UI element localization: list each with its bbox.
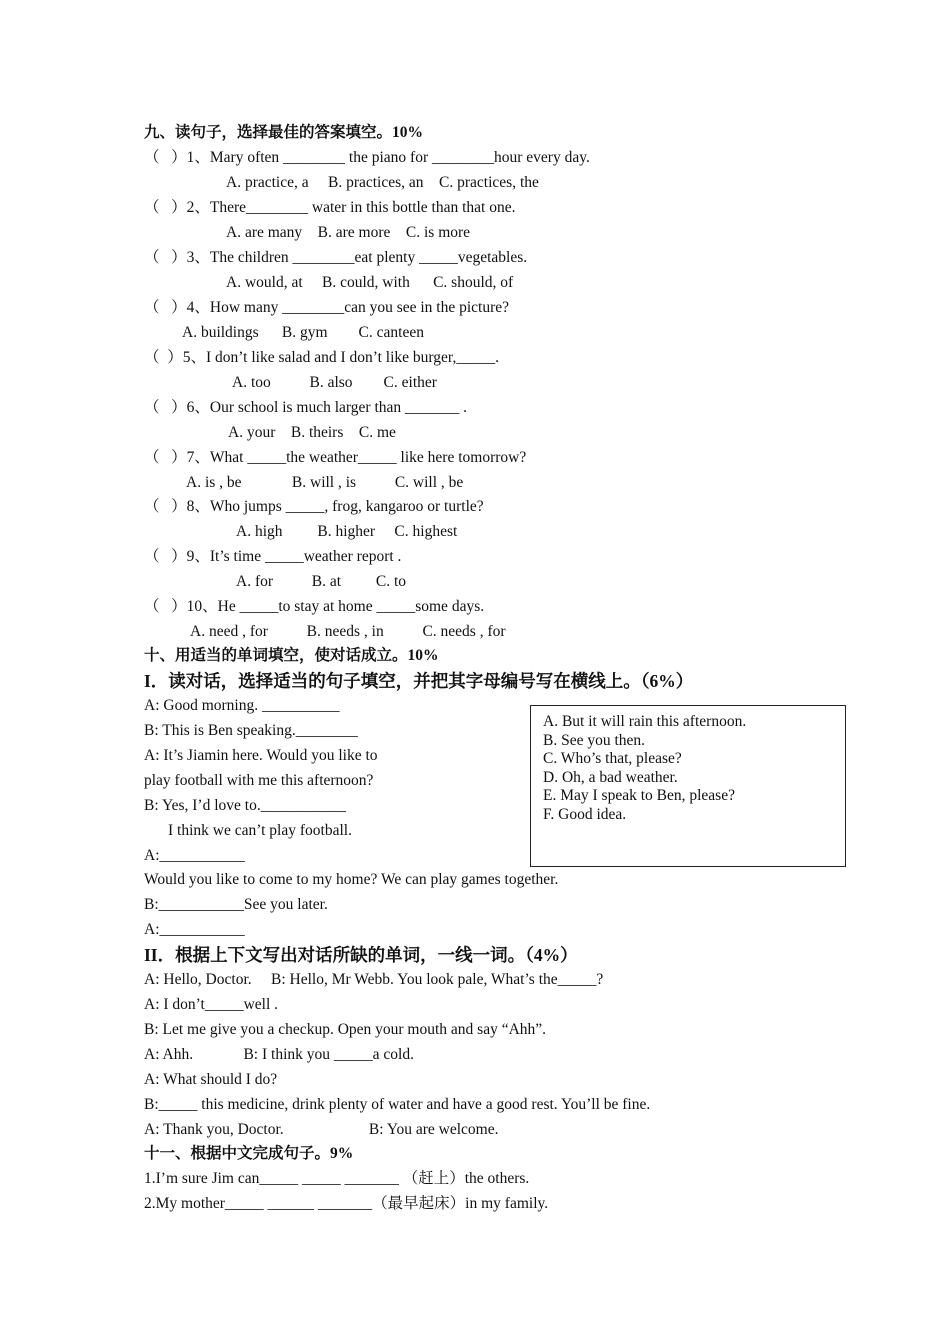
dialogue-2-line: B:_____ this medicine, drink plenty of water and have a good rest. You’ll be fine. — [144, 1096, 651, 1113]
dialogue-1-line: I think we can’t play football. — [168, 822, 352, 839]
question-5-options: A. too B. also C. either — [232, 374, 437, 391]
dialogue-1-line: A:___________ — [144, 921, 245, 938]
dialogue-2-line: A: I don’t_____well . — [144, 996, 279, 1013]
question-6: （ ）6、Our school is much larger than _______ . — [144, 399, 468, 416]
question-7-options: A. is , be B. will , is C. will , be — [186, 474, 464, 491]
question-8: （ ）8、Who jumps _____, frog, kangaroo or turtle? — [144, 498, 484, 515]
dialogue-1-line: B:___________See you later. — [144, 896, 328, 913]
option-e: E. May I speak to Ben, please? — [543, 787, 735, 804]
question-9: （ ）9、It’s time _____weather report . — [144, 548, 402, 565]
question-1-options: A. practice, a B. practices, an C. practices, the — [226, 174, 539, 191]
question-7: （ ）7、What _____the weather_____ like here tomorrow? — [144, 449, 527, 466]
option-b: B. See you then. — [543, 731, 646, 749]
question-6-options: A. your B. theirs C. me — [228, 424, 396, 441]
dialogue-1-line: B: Yes, I’d love to.___________ — [144, 797, 346, 814]
question-10-options: A. need , for B. needs , in C. needs , for — [190, 623, 506, 640]
dialogue-2-line: A: What should I do? — [144, 1071, 278, 1088]
question-10: （ ）10、He _____to stay at home _____some days. — [144, 598, 485, 615]
question-4: （ ）4、How many ________can you see in the picture? — [144, 299, 510, 316]
dialogue-1-line: A:___________ — [144, 847, 245, 864]
question-2-options: A. are many B. are more C. is more — [226, 224, 471, 241]
dialogue-2-line: A: Hello, Doctor. B: Hello, Mr Webb. You look pale, What’s the_____? — [144, 971, 604, 988]
part-2-heading: II．根据上下文写出对话所缺的单词，一线一词。（4%） — [144, 945, 578, 965]
dialogue-2-line: A: Ahh. B: I think you _____a cold. — [144, 1046, 414, 1063]
options-box — [530, 705, 846, 867]
option-f: F. Good idea. — [543, 805, 627, 823]
section-9-heading: 九、读句子，选择最佳的答案填空。10% — [144, 124, 424, 141]
dialogue-1-line: B: This is Ben speaking.________ — [144, 722, 358, 739]
question-9-options: A. for B. at C. to — [236, 573, 407, 590]
part-1-heading: I．读对话，选择适当的句子填空，并把其字母编号写在横线上。（6%） — [144, 671, 694, 691]
question-3: （ ）3、The children ________eat plenty _____vegetables. — [144, 249, 528, 266]
section-11-heading: 十一、根据中文完成句子。9% — [144, 1145, 354, 1162]
dialogue-2-line: B: Let me give you a checkup. Open your mouth and say “Ahh”. — [144, 1021, 547, 1038]
question-1: （ ）1、Mary often ________ the piano for ________hour every day. — [144, 149, 590, 166]
question-8-options: A. high B. higher C. highest — [236, 523, 458, 540]
question-2: （ ）2、There________ water in this bottle than that one. — [144, 199, 516, 216]
dialogue-1-line: Would you like to come to my home? We can play games together. — [144, 871, 559, 888]
question-3-options: A. would, at B. could, with C. should, of — [226, 274, 514, 291]
section-10-heading: 十、用适当的单词填空，使对话成立。10% — [144, 647, 439, 664]
sentence-1: 1.I’m sure Jim can_____ _____ _______ （赶上）the others. — [144, 1170, 530, 1187]
question-4-options: A. buildings B. gym C. canteen — [182, 324, 424, 341]
sentence-2: 2.My mother_____ ______ _______（最早起床）in my family. — [144, 1195, 549, 1212]
dialogue-2-line: A: Thank you, Doctor. B: You are welcome. — [144, 1121, 499, 1138]
option-d: D. Oh, a bad weather. — [543, 768, 678, 786]
dialogue-1-line: A: Good morning. __________ — [144, 697, 340, 714]
option-a: A. But it will rain this afternoon. — [543, 713, 747, 730]
question-5: （ ）5、I don’t like salad and I don’t like burger,_____. — [144, 349, 499, 366]
dialogue-1-line: A: It’s Jiamin here. Would you like to — [144, 747, 378, 764]
option-c: C. Who’s that, please? — [543, 750, 682, 767]
dialogue-1-line: play football with me this afternoon? — [144, 772, 374, 789]
